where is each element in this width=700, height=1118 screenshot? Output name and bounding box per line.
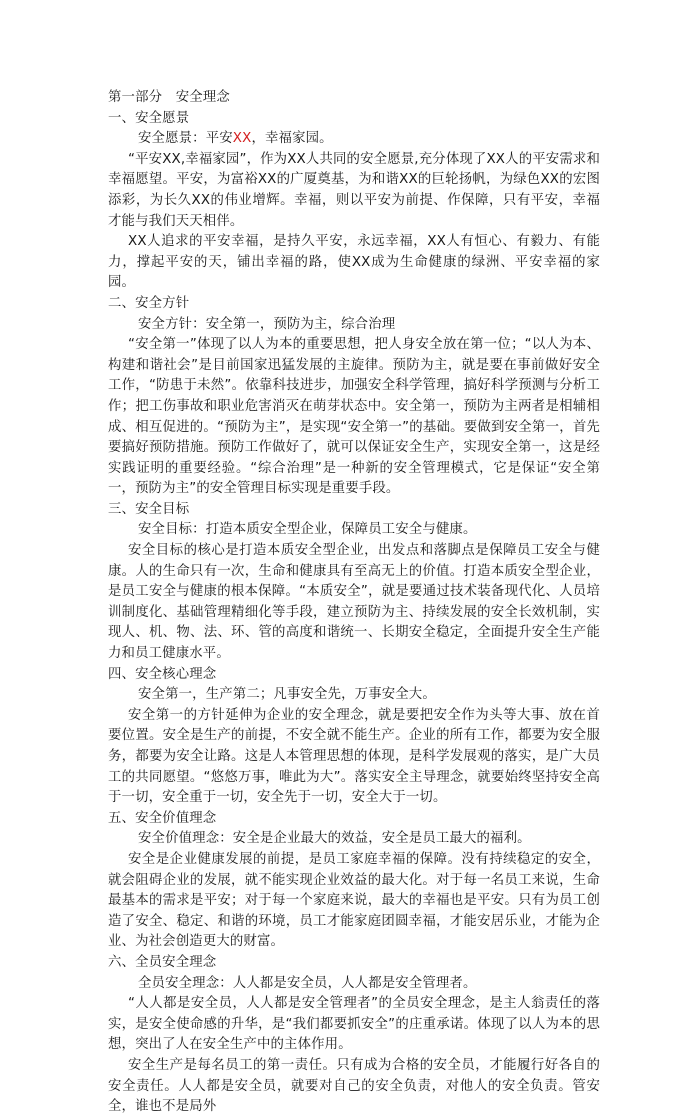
- document-page: [108, 88, 600, 1118]
- vision-paragraph-1: “平安XX,幸福家园”，作为XX人共同的安全愿景,充分体现了XX人的平安需求和幸福愿望。平安，为富裕XX的广厦奠基，为和谐XX的巨轮扬帆，为绿色XX的宏图添彩，为长久XX的伟业增辉。幸福，则以平安为前提、作保障，只有平安，幸福才能与我们天天相伴。: [108, 151, 600, 229]
- policy-motto: 安全方针：安全第一，预防为主，综合治理: [138, 316, 396, 332]
- vision-motto: [108, 129, 600, 150]
- vision-motto-suffix: ，幸福家园。: [251, 131, 333, 147]
- all-staff-paragraph-2: 安全生产是每名员工的第一责任。只有成为合格的安全员，才能履行好各自的安全责任。人人都是安全员，就要对自己的安全负责，对他人的安全负责。管安全，谁也不是局外: [108, 1057, 600, 1115]
- section-heading-value: 五、安全价值理念: [108, 810, 217, 826]
- section-heading-policy: 二、安全方针: [108, 295, 190, 311]
- section-heading-all-staff: 六、全员安全理念: [108, 954, 217, 970]
- vision-motto-highlight: XX: [232, 131, 252, 147]
- core-motto: 安全第一，生产第二；凡事安全先，万事安全大。: [138, 687, 436, 703]
- core-paragraph-1: 安全第一的方针延伸为企业的安全理念，就是要把安全作为头等大事、放在首要位置。安全是生产的前提，不安全就不能生产。企业的所有工作，都要为安全服务，都要为安全让路。这是人本管理思想的体现，是科学发展观的落实，是广大员工的共同愿望。“悠悠万事，唯此为大”。落实安全主导理念，就要始终坚持安全高于一切，安全重于一切，安全先于一切，安全大于一切。: [108, 707, 600, 806]
- value-paragraph-1: 安全是企业健康发展的前提，是员工家庭幸福的保障。没有持续稳定的安全，就会阻碍企业的发展，就不能实现企业效益的最大化。对于每一名员工来说，生命最基本的需求是平安；对于每一个家庭来说，最大的幸福也是平安。只有为员工创造了安全、稳定、和谐的环境，员工才能家庭团圆幸福，才能安居乐业，才能为企业、为社会创造更大的财富。: [108, 851, 600, 950]
- vision-motto-prefix: 安全愿景：平安: [138, 131, 233, 147]
- policy-paragraph-1: “安全第一”体现了以人为本的重要思想，把人身安全放在第一位；“以人为本、构建和谐社会”是目前国家迅猛发展的主旋律。预防为主，就是要在事前做好安全工作，“防患于未然”。依靠科技进步，加强安全科学管理，搞好科学预测与分析工作；把工伤事故和职业危害消灭在萌芽状态中。安全第一，预防为主两者是相辅相成、相互促进的。“预防为主”，是实现“安全第一”的基础。要做到安全第一，首先要搞好预防措施。预防工作做好了，就可以保证安全生产，实现安全第一，这是经实践证明的重要经验。“综合治理”是一种新的安全管理模式，它是保证“安全第一，预防为主”的安全管理目标实现是重要手段。: [108, 337, 600, 497]
- goal-paragraph-1: 安全目标的核心是打造本质安全型企业，出发点和落脚点是保障员工安全与健康。人的生命只有一次，生命和健康具有至高无上的价值。打造本质安全型企业，是员工安全与健康的根本保障。“本质安全”，就是要通过技术装备现代化、人员培训制度化、基础管理精细化等手段，建立预防为主、持续发展的安全长效机制，实现人、机、物、法、环、管的高度和谐统一、长期安全稳定，全面提升安全生产能力和员工健康水平。: [108, 543, 600, 662]
- section-heading-core: 四、安全核心理念: [108, 666, 217, 682]
- vision-paragraph-2: XX人追求的平安幸福，是持久平安，永远幸福，XX人有恒心、有毅力、有能力，撑起平安的天，铺出幸福的路，使XX成为生命健康的绿洲、平安幸福的家园。: [108, 234, 600, 291]
- section-heading-goal: 三、安全目标: [108, 501, 190, 517]
- part-title: 第一部分 安全理念: [108, 90, 230, 105]
- value-motto: 安全价值理念：安全是企业最大的效益，安全是员工最大的福利。: [138, 831, 531, 847]
- goal-motto: 安全目标：打造本质安全型企业，保障员工安全与健康。: [138, 522, 477, 538]
- all-staff-paragraph-1: “人人都是安全员，人人都是安全管理者”的全员安全理念，是主人翁责任的落实，是安全使命感的升华，是“我们都要抓安全”的庄重承诺。体现了以人为本的思想，突出了人在安全生产中的主体作用。: [108, 996, 600, 1053]
- section-heading-vision: 一、安全愿景: [108, 110, 190, 126]
- all-staff-motto: 全员安全理念：人人都是安全员，人人都是安全管理者。: [138, 975, 477, 991]
